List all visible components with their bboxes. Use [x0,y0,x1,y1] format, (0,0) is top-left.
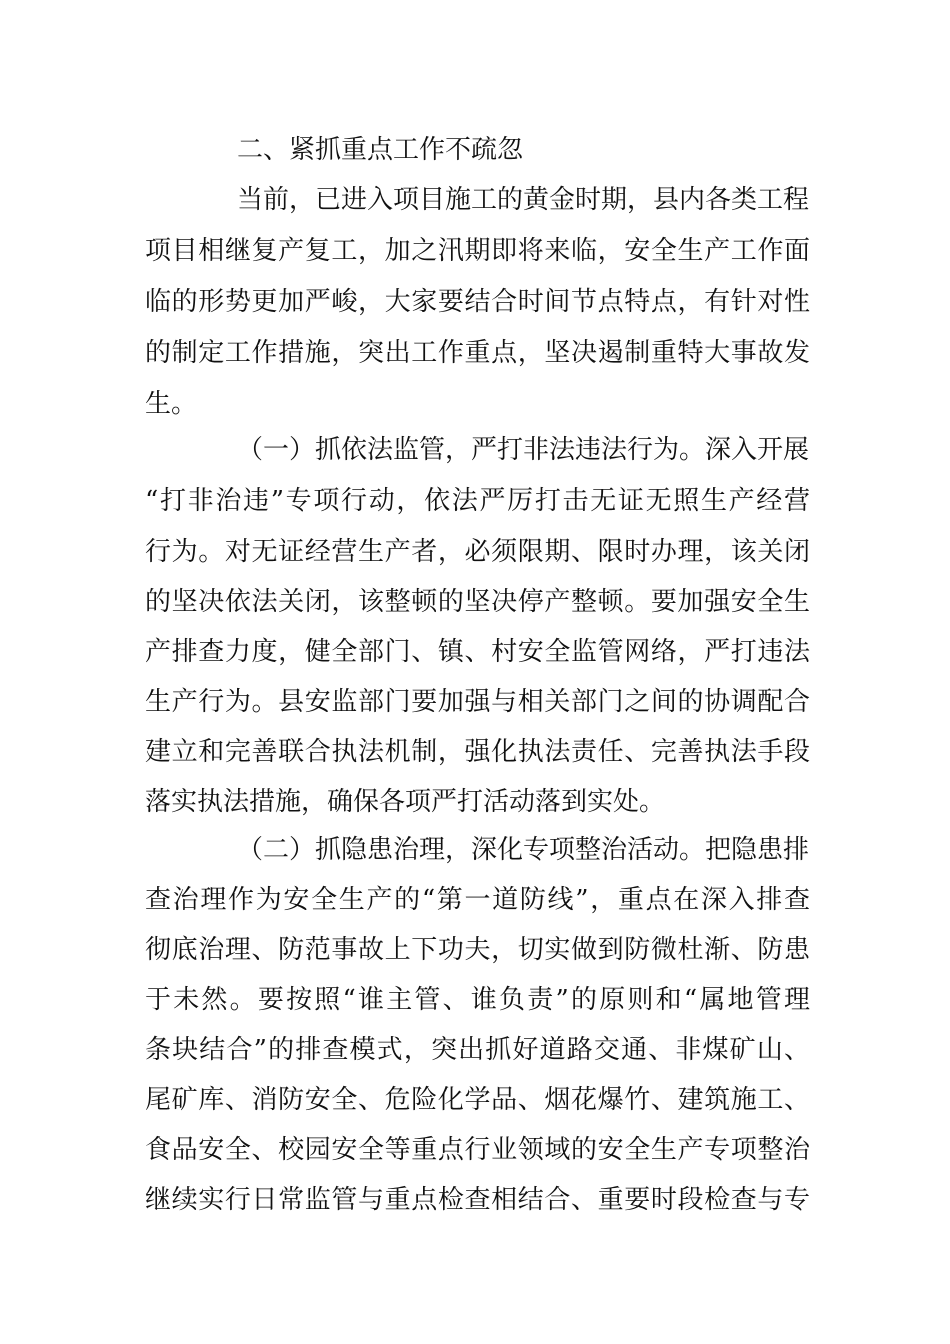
paragraph-line: 继续实行日常监管与重点检查相结合、重要时段检查与专 [145,1185,810,1215]
paragraph-line: 生产行为。县安监部门要加强与相关部门之间的协调配合 [145,687,810,717]
paragraph-line: 彻底治理、防范事故上下功夫，切实做到防微杜渐、防患 [145,935,810,965]
paragraph-line: 尾矿库、消防安全、危险化学品、烟花爆竹、建筑施工、 [145,1085,810,1115]
paragraph-line: 条块结合”的排查模式，突出抓好道路交通、非煤矿山、 [145,1035,810,1065]
paragraph-line: 建立和完善联合执法机制，强化执法责任、完善执法手段 [145,737,810,767]
paragraph-line: 食品安全、校园安全等重点行业领域的安全生产专项整治 [145,1135,810,1165]
paragraph-line: 当前，已进入项目施工的黄金时期，县内各类工程 [237,185,810,215]
paragraph-line: 行为。对无证经营生产者，必须限期、限时办理，该关闭 [145,537,810,567]
paragraph-line: 临的形势更加严峻，大家要结合时间节点特点，有针对性 [145,287,810,317]
paragraph-line: 查治理作为安全生产的“第一道防线”，重点在深入排查 [145,885,810,915]
paragraph-line: “打非治违”专项行动，依法严厉打击无证无照生产经营 [145,486,810,516]
paragraph-line: 生。 [145,389,198,419]
paragraph-line: 落实执法措施，确保各项严打活动落到实处。 [145,787,666,817]
section-heading: 二、紧抓重点工作不疏忽 [237,135,524,165]
paragraph-line: 于未然。要按照“谁主管、谁负责”的原则和“属地管理 [145,985,810,1015]
paragraph-line: （二）抓隐患治理，深化专项整治活动。把隐患排 [237,835,810,865]
paragraph-line: 的坚决依法关闭，该整顿的坚决停产整顿。要加强安全生 [145,587,810,617]
paragraph-line: 产排查力度，健全部门、镇、村安全监管网络，严打违法 [145,637,810,667]
paragraph-line: 的制定工作措施，突出工作重点，坚决遏制重特大事故发 [145,338,810,368]
paragraph-line: （一）抓依法监管，严打非法违法行为。深入开展 [237,435,810,465]
paragraph-line: 项目相继复产复工，加之汛期即将来临，安全生产工作面 [145,236,810,266]
